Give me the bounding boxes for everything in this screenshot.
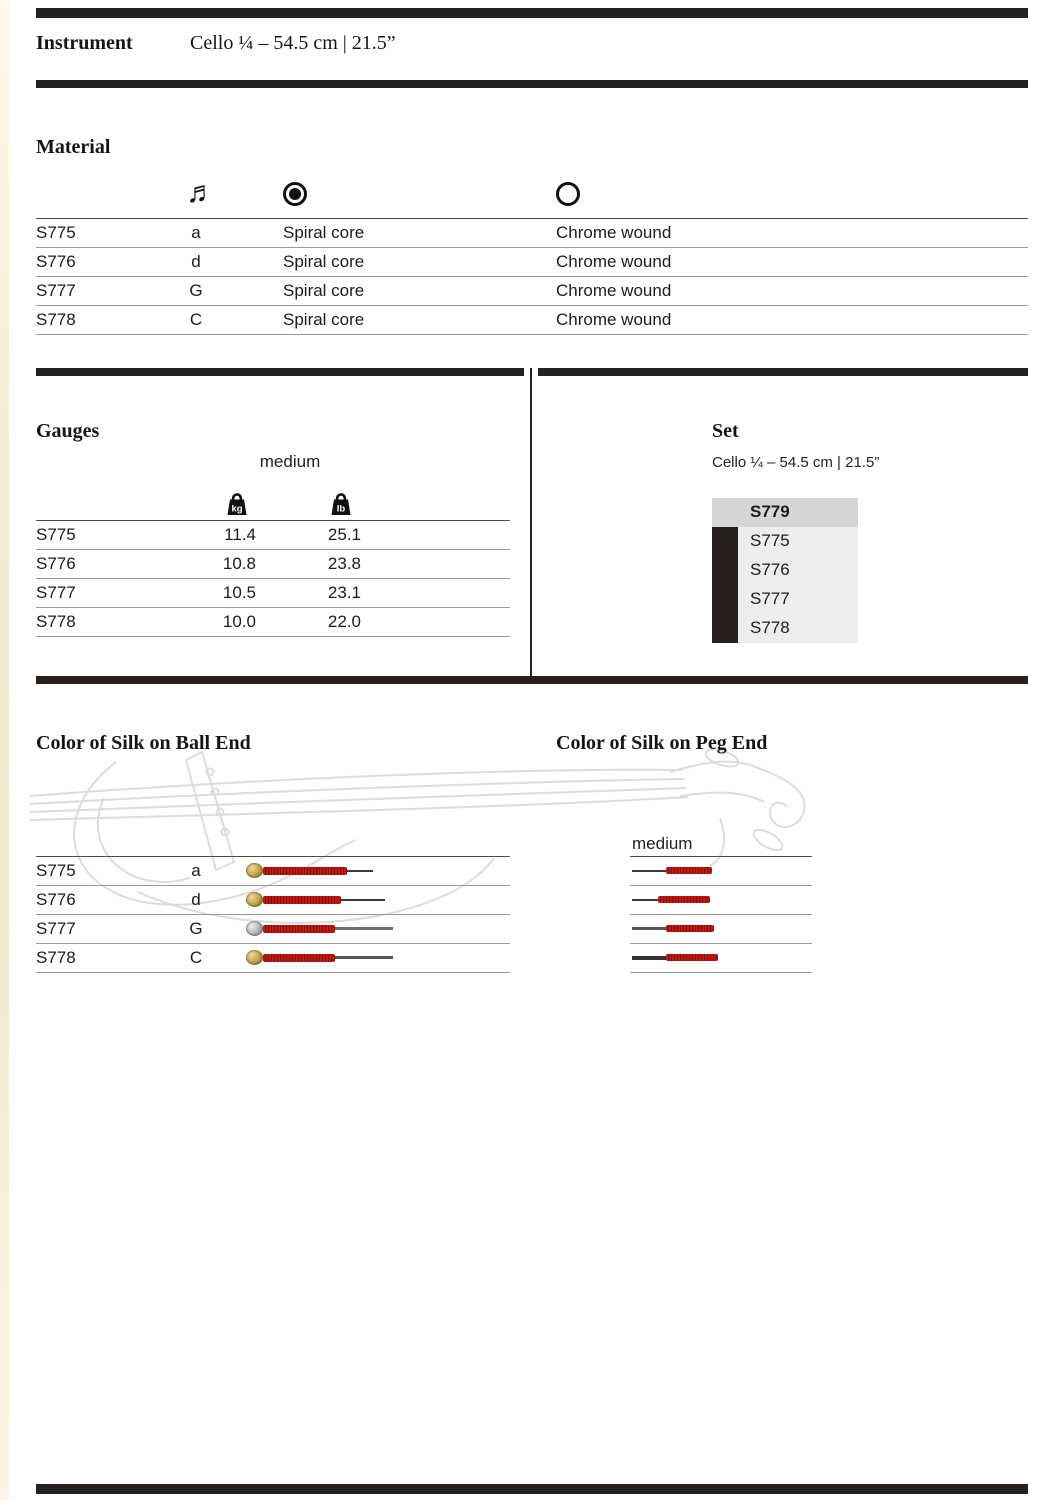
tension-label: medium [259, 452, 321, 471]
tension-lb: 23.8 [327, 554, 361, 573]
core-material: Spiral core [283, 281, 365, 300]
row-rule [36, 972, 510, 973]
winding-ring-icon [556, 182, 580, 211]
bottom-bar [36, 1484, 1028, 1494]
set-item: S777 [750, 589, 790, 608]
peg-end-graphic [632, 943, 718, 972]
peg-end-graphic [632, 856, 712, 885]
table-row [36, 276, 1028, 305]
winding-material: Chrome wound [556, 223, 672, 242]
model-id: S775 [36, 525, 76, 544]
peg-end-graphic [632, 914, 714, 943]
table-row [36, 578, 510, 607]
gauges-heading: Gauges [36, 420, 100, 442]
middle-bottom-bar [36, 676, 1028, 684]
peg-end-heading: Color of Silk on Peg End [556, 732, 768, 754]
ball-end-graphic [246, 943, 393, 972]
top-bar [36, 8, 1028, 18]
table-row [36, 247, 1028, 276]
row-rule [630, 972, 812, 973]
tension-kg: 10.8 [222, 554, 256, 573]
model-id: S776 [36, 890, 76, 909]
peg-end-graphic [632, 885, 710, 914]
tension-lb: 22.0 [327, 612, 361, 631]
table-row [36, 607, 510, 636]
set-top-bar [538, 368, 1028, 376]
model-id: S778 [36, 948, 76, 967]
core-material: Spiral core [283, 223, 365, 242]
string-note: a [191, 223, 201, 242]
string-note: d [191, 252, 201, 271]
string-note: a [191, 861, 201, 880]
winding-material: Chrome wound [556, 310, 672, 329]
instrument-value: Cello ¼ – 54.5 cm | 21.5” [190, 32, 396, 54]
svg-text:kg: kg [231, 503, 243, 515]
gauges-top-bar [36, 368, 524, 376]
table-row [36, 885, 1028, 914]
set-id-header [712, 498, 858, 527]
tension-kg: 11.4 [224, 525, 256, 544]
table-row [36, 549, 510, 578]
model-id: S777 [36, 919, 76, 938]
set-item: S776 [750, 560, 790, 579]
set-id: S779 [750, 502, 790, 521]
weight-kg-icon [226, 492, 248, 521]
row-rule [36, 636, 510, 637]
row-rule [36, 334, 1028, 335]
set-heading: Set [712, 420, 739, 442]
core-dot-icon [283, 182, 307, 206]
string-note: C [189, 310, 203, 329]
model-id: S776 [36, 252, 76, 271]
header-divider-bar [36, 80, 1028, 88]
tension-label: medium [632, 834, 693, 853]
tension-kg: 10.0 [222, 612, 256, 631]
set-brand-block [712, 527, 738, 643]
string-note: C [189, 948, 203, 967]
set-item: S775 [750, 531, 790, 550]
tension-lb: 23.1 [327, 583, 361, 602]
table-row [36, 856, 1028, 885]
table-row [36, 218, 1028, 247]
table-row [36, 943, 1028, 972]
model-id: S775 [36, 861, 76, 880]
model-id: S778 [36, 310, 76, 329]
music-notes-icon: ♬ [186, 176, 216, 209]
ball-end-heading: Color of Silk on Ball End [36, 732, 251, 754]
table-row [36, 305, 1028, 334]
table-row [36, 914, 1028, 943]
model-id: S777 [36, 281, 76, 300]
set-item: S778 [750, 618, 790, 637]
weight-lb-icon [330, 492, 352, 521]
string-note: d [191, 890, 201, 909]
svg-text:lb: lb [336, 503, 346, 515]
section-vertical-divider [530, 368, 532, 676]
set-items-box [712, 527, 858, 643]
ball-end-graphic [246, 914, 393, 943]
string-note: G [189, 281, 203, 300]
winding-material: Chrome wound [556, 281, 672, 300]
tension-kg: 10.5 [222, 583, 256, 602]
model-id: S776 [36, 554, 76, 573]
material-heading: Material [36, 136, 111, 158]
model-id: S778 [36, 612, 76, 631]
core-material: Spiral core [283, 252, 365, 271]
page-edge-strip [0, 0, 9, 1500]
model-id: S777 [36, 583, 76, 602]
tension-lb: 25.1 [327, 525, 361, 544]
instrument-label: Instrument [36, 32, 133, 54]
model-id: S775 [36, 223, 76, 242]
winding-material: Chrome wound [556, 252, 672, 271]
string-note: G [189, 919, 203, 938]
table-row [36, 520, 510, 549]
set-subtitle: Cello ¼ – 54.5 cm | 21.5” [712, 454, 880, 471]
ball-end-graphic [246, 885, 385, 914]
ball-end-graphic [246, 856, 373, 885]
core-material: Spiral core [283, 310, 365, 329]
